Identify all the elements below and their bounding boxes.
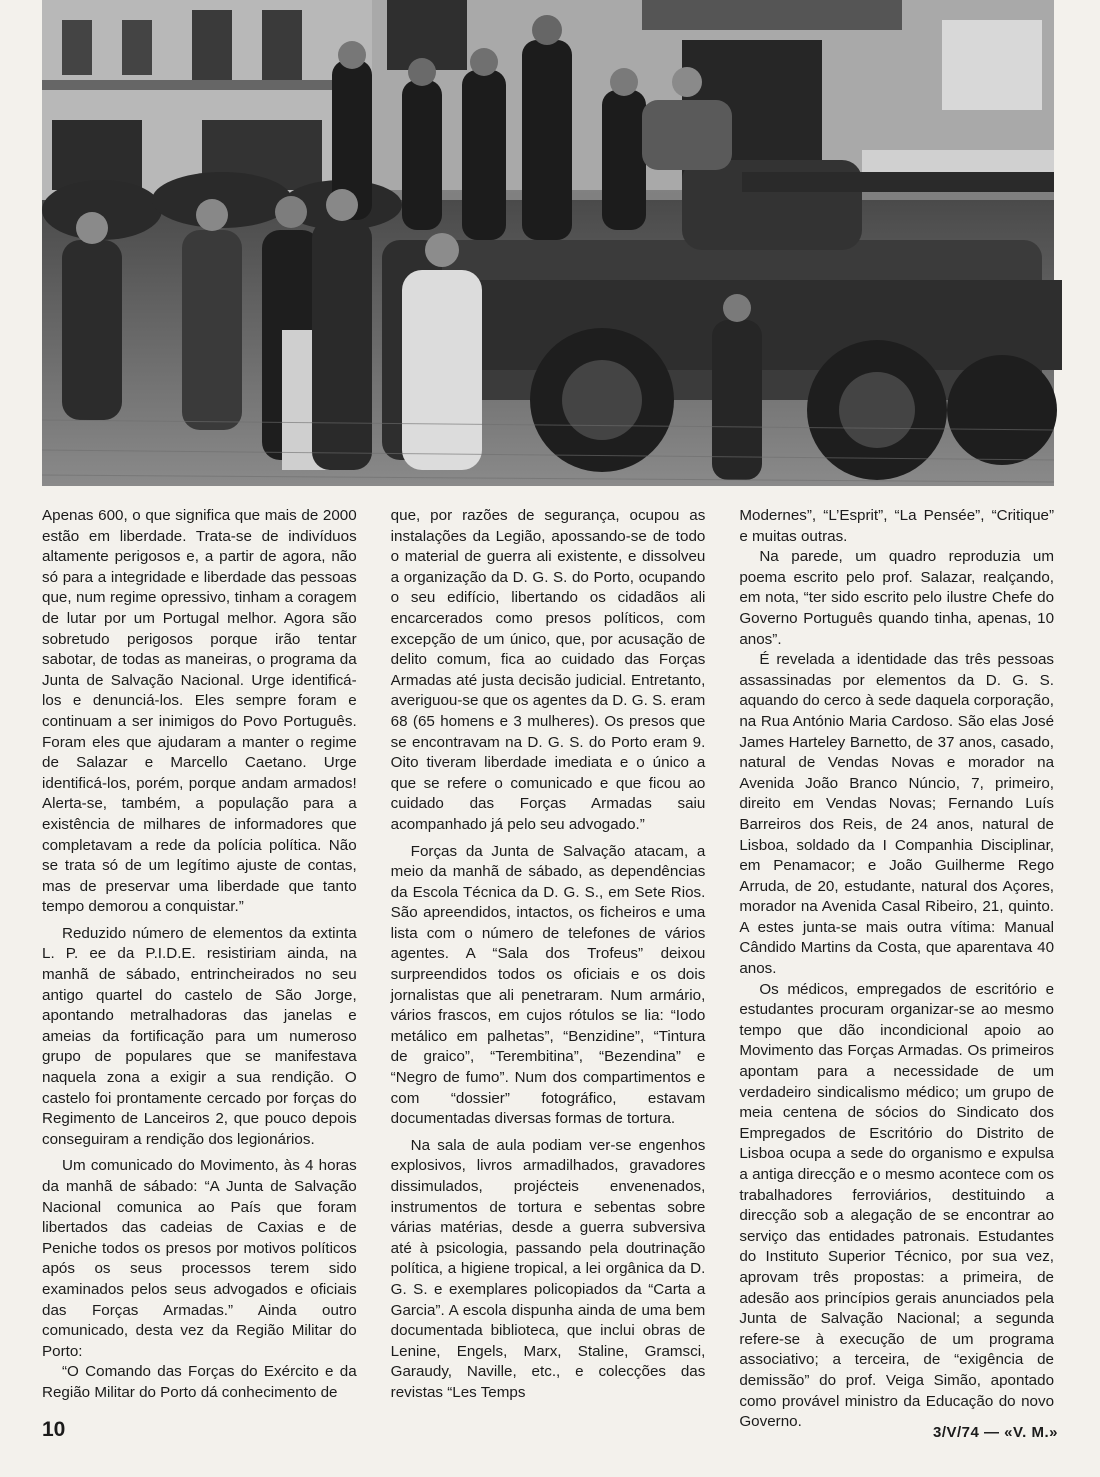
paragraph: “O Comando das Forças do Exército e da Região Militar do Porto dá conhecimento de	[42, 1363, 357, 1401]
revolution-crowd-on-tank-photo-icon	[42, 0, 1054, 486]
article-column-2	[391, 506, 706, 1418]
paragraph: Apenas 600, o que significa que mais de 2000 estão em liberdade. Trata-se de indivíduos altamente perigosos e, a partir de agora, não só para a integridade e liberdade das pessoas que, num regime opressivo, tinham a coragem de lutar por um Portugal melhor. Agora são sobretudo perigosos porque irão tentar sabotar, de todas as maneiras, o programa da Junta de Salvação Nacional. Urge identificá-los e denunciá-los. Eles sempre foram e continuam a ser inimigos do Povo Português. Foram eles que ajudaram a manter o regime de Salazar e Marcello Caetano. Urge identificá-los, porém, porque andam armados! Alerta-se, também, a população para a existência de milhares de informadores que completavam a rede da polícia política. Não se trata só de um legítimo ajuste de contas, mas de preservar uma liberdade que tanto tempo demorou a conquistar.”	[42, 507, 357, 916]
paragraph: Os médicos, empregados de escritório e estudantes procuram organizar-se ao mesmo tempo que dão incondicional apoio ao Movimento das Forças Armadas. Os primeiros apontam para a necessidade de um verdadeiro sindicalismo médico; um grupo de meia centena de sócios do Sindicato dos Empregados de Escritório do Distrito de Lisboa ocupa a sede do organismo e expulsa a antiga direcção e o mesmo acontece com os trabalhadores ferroviários, destituindo a direcção sob a alegação de se encontrar ao serviço das entidades patronais. Estudantes do Instituto Superior Técnico, por sua vez, aprovam três propostas: a primeira, de adesão aos princípios gerais anunciados pela Junta de Salvação Nacional; a segunda refere-se à execução de um programa associativo; a terceira, de “exigência de demissão” do prof. Veiga Simão, apontado como provável ministro da Educação do novo Governo.	[739, 980, 1055, 1431]
article-column-3	[739, 506, 1055, 1431]
paragraph: Reduzido número de elementos da extinta L. P. ee da P.I.D.E. resistiriam ainda, na manhã de sábado, entrincheirados no seu antigo quartel do castelo de São Jorge, apontando metralhadoras das janelas e ameias da fortificação para um numeroso grupo de populares que se manifestava naquela zona a exigir a sua rendição. O castelo foi prontamente cercado por forças do Regimento de Lanceiros 2, que pouco depois conseguiram a rendição dos legionários.	[42, 924, 357, 1148]
page-number: 10	[42, 1418, 66, 1441]
paragraph: Um comunicado do Movimento, às 4 horas da manhã de sábado: “A Junta de Salvação Nacional comunica ao País que foram libertados das cadeias de Caxias e de Peniche todos os presos por motivos políticos após os seus processos terem sido examinados pelos seus advogados e oficiais das Forças Armadas.” Ainda outro comunicado, desta vez da Região Militar do Porto:	[42, 1157, 357, 1360]
paragraph: que, por razões de segurança, ocupou as instalações da Legião, apossando-se de todo o material de guerra ali existente, e dissolveu a organização da D. G. S. do Porto, ocupando o seu edifício, libertando os cidadãos ali encarcerados como presos políticos, com excepção de um único, que, por acusação de delito comum, fica ao cuidado das Forças Armadas até justa decisão judicial. Entretanto, averiguou-se que os agentes da D. G. S. eram 68 (65 homens e 3 mulheres). Os presos que se encontravam na D. G. S. do Porto eram 9. Oito tiveram liberdade imediata e o único a que se refere o comunicado e que ficou ao cuidado das Forças Armadas saiu acompanhado já pelo seu advogado.”	[390, 507, 706, 833]
paragraph: Na parede, um quadro reproduzia um poema escrito pelo prof. Salazar, realçando, em nota, “ter sido escrito pelo ilustre Chefe do Governo Português quando tinha, apenas, 10 anos”.	[739, 548, 1055, 648]
article-columns	[42, 506, 1055, 1431]
photo-crowd-on-tank	[42, 0, 1054, 486]
article-column-1	[42, 506, 357, 1418]
paragraph: É revelada a identidade das três pessoas assassinadas por elementos da D. G. S. aquando do cerco à sede daquela corporação, na Rua António Maria Cardoso. São elas José James Harteley Barnetto, de 37 anos, casado, natural de Vendas Novas e morador na Avenida João Branco Núncio, 7, primeiro, direito em Vendas Novas; Fernando Luís Barreiros dos Reis, de 24 anos, natural de Lisboa, soldado da I Companhia Disciplinar, em Penamacor; e João Guilherme Rego Arruda, de 20, estudante, natural dos Açores, morador na Avenida Casal Ribeiro, 21, quinto. A estes junta-se mais outra vítima: Manual Cândido Martins da Costa, que aparentava 40 anos.	[739, 651, 1055, 978]
paragraph: Modernes”, “L’Esprit”, “La Pensée”, “Critique” e muitas outras.	[739, 507, 1055, 545]
paragraph: Na sala de aula podiam ver-se engenhos explosivos, livros armadilhados, gravadores dissimulados, projécteis envenenados, instrumentos de tortura e sebentas sobre várias matérias, desde a guerra subversiva até à psicologia, passando pela doutrinação política, a higiene tropical, a lei orgânica da D. G. S. e exemplares policopiados da “Carta a Garcia”. A escola dispunha ainda de uma bem documentada biblioteca, que inclui obras de Lenine, Engels, Marx, Staline, Gramsci, Garaudy, Naville, etc., e colecções das revistas “Les Temps	[390, 1136, 706, 1401]
paragraph: Forças da Junta de Salvação atacam, a meio da manhã de sábado, as dependências da Escola Técnica da D. G. S., em Sete Rios. São apreendidos, intactos, os ficheiros e uma lista com o número de telefones de vários agentes. A “Sala dos Trofeus” deixou surpreendidos todos os oficiais e os dois jornalistas que ali penetraram. Num armário, vários frascos, em cujos rótulos se lia: “Iodo metálico em palhetas”, “Benzidine”, “Tintura de graico”, “Terembitina”, “Bezendina” e “Negro de fumo”. Num dos compartimentos e com “dossier” fotográfico, estavam documentadas diversas formas de tortura.	[390, 842, 706, 1128]
issue-label: 3/V/74 — «V. M.»	[932, 1424, 1058, 1441]
